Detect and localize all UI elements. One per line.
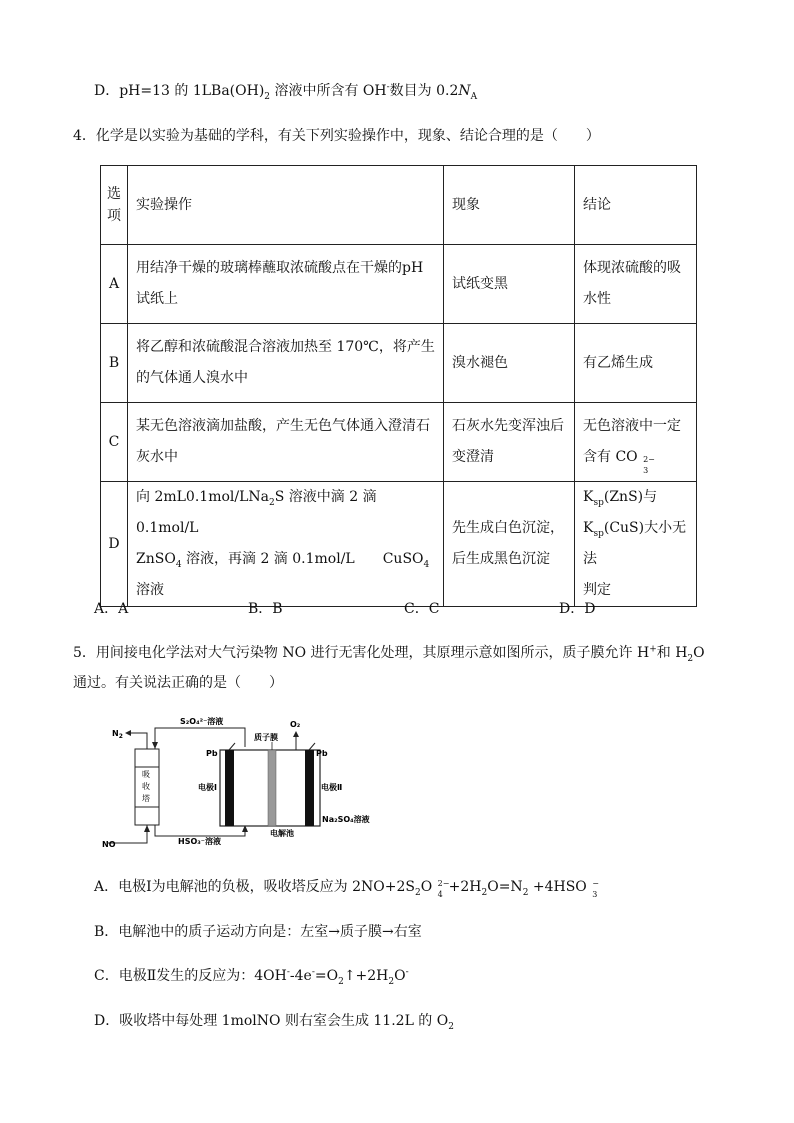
- header-option: 选项: [101, 166, 128, 245]
- absorber-label: 吸: [142, 770, 150, 779]
- row-option: D: [101, 482, 128, 607]
- q5-option-a: A．电极Ⅰ为电解池的负极，吸收塔反应为 $2NO+2S_2O$ 2− 4 $+2H_2O=N_2 +4HSO$ − 3: [94, 879, 599, 899]
- table-row: [101, 403, 697, 482]
- row-operation: 将乙醇和浓硫酸混合溶液加热至 170℃，将产生 的气体通人溴水中: [128, 324, 444, 403]
- electrode-1: [225, 750, 234, 826]
- membrane-label: 质子膜: [254, 733, 278, 742]
- table-header-row: [101, 166, 697, 245]
- row-conclusion: 有乙烯生成: [575, 324, 697, 403]
- row-conclusion: 无色溶液中一定 含有 CO 2− 3: [575, 403, 697, 482]
- absorber-label: 塔: [142, 794, 150, 803]
- row-option: C: [101, 403, 128, 482]
- pb-right-label: Pb: [316, 749, 328, 758]
- q3-option-d: D．pH=13 的 $1LBa(OH)_2$ 溶液中所含有 OH-数目为 $0.2N_A$: [94, 82, 478, 102]
- row-operation: 用结净干燥的玻璃棒蘸取浓硫酸点在干燥的pH 试纸上: [128, 245, 444, 324]
- n2-label: $N_2$: [112, 729, 123, 740]
- cell-label: 电解池: [270, 829, 294, 838]
- header-phenomenon: 现象: [444, 166, 575, 245]
- q4-option-a: A．A: [94, 601, 129, 617]
- electrode-2: [305, 750, 314, 826]
- row-phenomenon: 试纸变黑: [444, 245, 575, 324]
- experiment-table: [100, 165, 697, 607]
- o2-label: O₂: [290, 720, 301, 729]
- proton-membrane: [268, 750, 276, 826]
- q4-stem: 4．化学是以实验为基础的学科，有关下列实验操作中，现象、结论合理的是（ ）: [73, 128, 600, 144]
- electrolysis-diagram: [100, 712, 390, 854]
- electrode-1-label: 电极Ⅰ: [198, 783, 217, 792]
- table-row: [101, 324, 697, 403]
- row-phenomenon: 石灰水先变浑浊后 变澄清: [444, 403, 575, 482]
- q5-stem-line1: 5．用间接电化学法对大气污染物 NO 进行无害化处理，其原理示意如图所示，质子膜允许 H+和 $H_2O$: [73, 644, 705, 664]
- header-conclusion: 结论: [575, 166, 697, 245]
- q5-stem-line2: 通过。有关说法正确的是（ ）: [73, 675, 283, 691]
- na2so4-label: Na₂SO₄溶液: [322, 815, 370, 824]
- no-label: NO: [102, 840, 116, 849]
- q4-option-c: C．C: [404, 601, 440, 617]
- bottom-solution-label: HSO₃⁻溶液: [178, 837, 221, 846]
- absorber-label: 收: [142, 782, 150, 791]
- table-row: [101, 482, 697, 607]
- q5-option-c: C．电极Ⅱ发生的反应为：$4OH^--4e^-=O_2↑+2H_2O^-$: [94, 967, 409, 987]
- table-row: [101, 245, 697, 324]
- q4-option-d: D．D: [559, 601, 596, 617]
- row-option: A: [101, 245, 128, 324]
- q5-option-d: D．吸收塔中每处理 1molNO 则右室会生成 11.2L 的 $O_2$: [94, 1013, 454, 1032]
- row-option: B: [101, 324, 128, 403]
- q5-option-b: B．电解池中的质子运动方向是：左室→质子膜→右室: [94, 924, 422, 940]
- pb-left-label: Pb: [206, 749, 218, 758]
- top-solution-label: S₂O₄²⁻溶液: [180, 717, 224, 726]
- q4-option-b: B．B: [248, 601, 283, 617]
- row-operation: 向 2mL0.1mol/LNa$_2$S 溶液中滴 2 滴 0.1mol/L ZnSO$_4$ 溶液，再滴 2 滴 0.1mol/L CuSO$_4$ 溶液: [128, 482, 444, 607]
- header-operation: 实验操作: [128, 166, 444, 245]
- row-conclusion: 体现浓硫酸的吸 水性: [575, 245, 697, 324]
- electrode-2-label: 电极Ⅱ: [321, 783, 343, 792]
- row-phenomenon: 溴水褪色: [444, 324, 575, 403]
- row-phenomenon: 先生成白色沉淀， 后生成黑色沉淀: [444, 482, 575, 607]
- row-operation: 某无色溶液滴加盐酸，产生无色气体通入澄清石 灰水中: [128, 403, 444, 482]
- row-conclusion: $K_{sp}(ZnS)$与 $K_{sp}(CuS)$大小无法 判定: [575, 482, 697, 607]
